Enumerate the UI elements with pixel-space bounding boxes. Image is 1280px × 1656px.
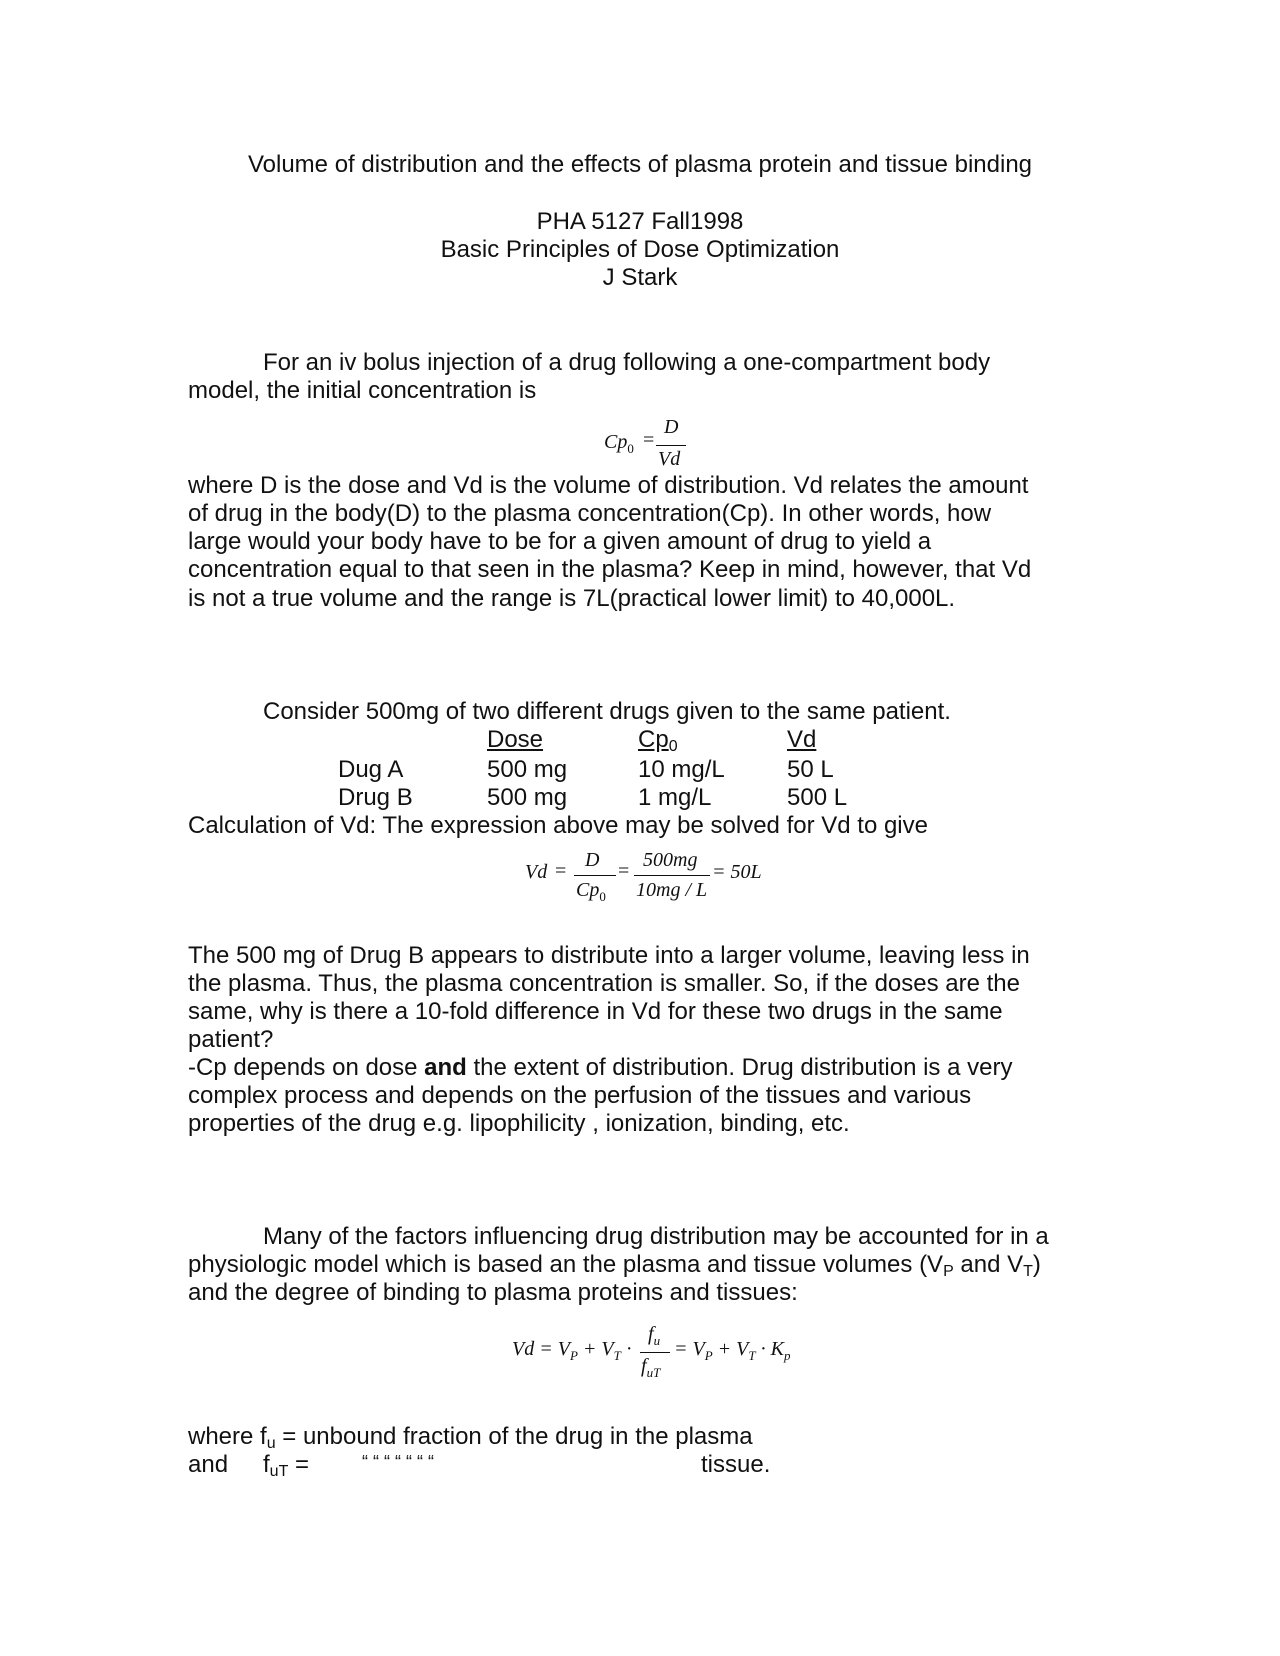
- eq3-rhs: = $V_P + V_T \cdot K_p$: [674, 1338, 791, 1363]
- eq2-equals-1: =: [555, 860, 567, 882]
- subtitle-line: Basic Principles of Dose Optimization: [440, 236, 840, 263]
- p2-line: of drug in the body(D) to the plasma concentration(Cp). In other words, how: [188, 500, 992, 527]
- p2-line: large would your body have to be for a given amount of drug to yield a: [188, 528, 932, 555]
- def-tissue: tissue.: [701, 1451, 771, 1478]
- eq2-fraction-bar-1: [574, 875, 616, 876]
- eq3-denominator: $f_{uT}$: [641, 1355, 661, 1380]
- header-dose: Dose: [487, 726, 544, 753]
- row-b-name: Drug B: [338, 784, 413, 811]
- eq3-lhs: $Vd = V_P + V_T$ ·: [512, 1338, 633, 1363]
- p2-line: concentration equal to that seen in the plasma? Keep in mind, however, that Vd: [188, 556, 1032, 583]
- p5-bold-and: and: [424, 1054, 467, 1081]
- row-b-vd: 500 L: [787, 784, 848, 811]
- eq1-fraction-bar: [656, 445, 686, 446]
- row-b-dose: 500 mg: [487, 784, 568, 811]
- eq2-den1-sub: 0: [599, 889, 606, 904]
- def-ditto-marks: “ “ “ “ “ “ “: [362, 1452, 434, 1472]
- eq2-lhs: Vd: [525, 861, 548, 883]
- header-vd: Vd: [787, 726, 817, 753]
- p5-line1: -Cp depends on dose and the extent of distribution. Drug distribution is a very: [188, 1054, 1013, 1081]
- def-fut: $f_{uT}$ =: [263, 1451, 310, 1480]
- def-and: and: [188, 1451, 229, 1478]
- p3-intro: Consider 500mg of two different drugs given to the same patient.: [263, 698, 951, 725]
- document-title: Volume of distribution and the effects of plasma protein and tissue binding: [247, 151, 1033, 178]
- eq2-den1: Cp: [576, 879, 600, 901]
- eq2-num1: D: [585, 849, 600, 871]
- row-a-name: Dug A: [338, 756, 404, 783]
- p4-line: the plasma. Thus, the plasma concentration is smaller. So, if the doses are the: [188, 970, 1020, 997]
- eq1-numerator: D: [664, 416, 679, 438]
- p4-line: patient?: [188, 1026, 274, 1053]
- row-a-vd: 50 L: [787, 756, 834, 783]
- eq2-equals-2: =: [618, 860, 630, 882]
- calc-line: Calculation of Vd: The expression above may be solved for Vd to give: [188, 812, 928, 839]
- p2-line: is not a true volume and the range is 7L(practical lower limit) to 40,000L.: [188, 585, 956, 612]
- eq2-num2: 500mg: [643, 849, 698, 871]
- author-line: J Stark: [602, 264, 678, 291]
- row-b-cp: 1 mg/L: [638, 784, 712, 811]
- def-fu: where $f_u$ = unbound fraction of the drug in the plasma: [188, 1423, 753, 1452]
- p6-line1: Many of the factors influencing drug distribution may be accounted for in a: [263, 1223, 1049, 1250]
- p6-line3: and the degree of binding to plasma proteins and tissues:: [188, 1279, 798, 1306]
- p5-line3: properties of the drug e.g. lipophilicity , ionization, binding, etc.: [188, 1110, 850, 1137]
- p6-line2: physiologic model which is based an the plasma and tissue volumes ($V_P$ and $V_T$): [188, 1251, 1041, 1280]
- eq1-lhs: Cp: [604, 431, 628, 453]
- p1-line2: model, the initial concentration is: [188, 377, 537, 404]
- p2-line: where D is the dose and Vd is the volume of distribution. Vd relates the amount: [188, 472, 1029, 499]
- header-cp0: $Cp_0$: [638, 726, 678, 755]
- p5-line2: complex process and depends on the perfusion of the tissues and various: [188, 1082, 972, 1109]
- eq1-lhs-sub: 0: [627, 441, 634, 456]
- eq1-denominator: Vd: [658, 448, 681, 470]
- eq1-equals: =: [643, 429, 655, 451]
- eq3-fraction-bar: [640, 1352, 670, 1353]
- eq2-den2: 10mg / L: [636, 879, 708, 901]
- p4-line: The 500 mg of Drug B appears to distribute into a larger volume, leaving less in: [188, 942, 1030, 969]
- row-a-dose: 500 mg: [487, 756, 568, 783]
- p4-line: same, why is there a 10-fold difference in Vd for these two drugs in the same: [188, 998, 1003, 1025]
- course-line: PHA 5127 Fall1998: [536, 208, 744, 235]
- eq2-fraction-bar-2: [634, 875, 710, 876]
- eq2-result: = 50L: [712, 861, 762, 883]
- row-a-cp: 10 mg/L: [638, 756, 725, 783]
- p1-line1: For an iv bolus injection of a drug following a one-compartment body: [263, 349, 991, 376]
- eq3-numerator: $f_u$: [648, 1323, 661, 1348]
